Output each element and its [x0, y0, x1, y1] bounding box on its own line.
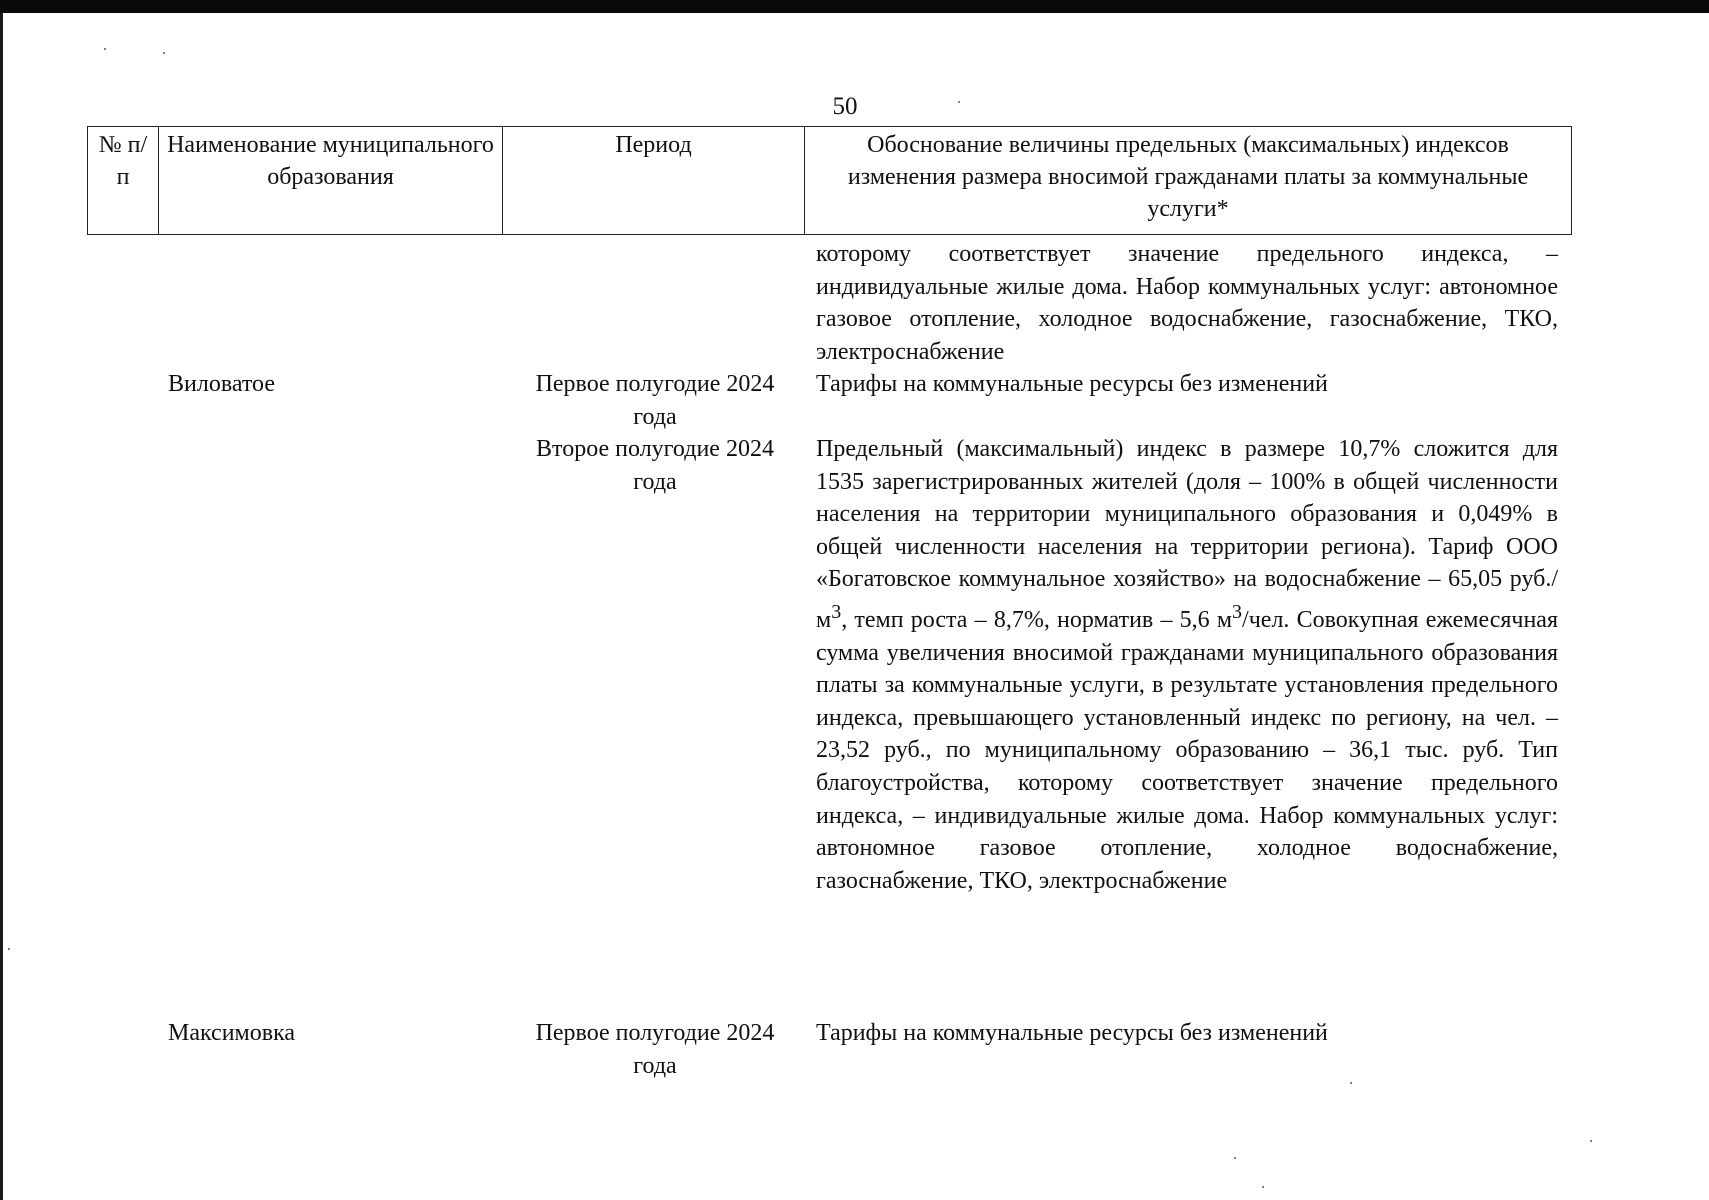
header-period: Период: [503, 127, 805, 235]
scan-speck: [1590, 1140, 1592, 1142]
justification-text: [816, 433, 1558, 897]
page-number: 50: [832, 93, 858, 120]
scan-top-border: [0, 0, 1709, 13]
scan-speck: [104, 48, 106, 50]
superscript: 3: [1232, 600, 1243, 623]
continued-justification-text: которому соответствует значение предельного индекса, – индивидуальные жилые дома. Набор коммунальных услуг: автономное газовое отопление, холодное водоснабжение, газоснабжение, ТКО, электроснабжение: [816, 241, 1558, 365]
justification-text: Тарифы на коммунальные ресурсы без изменений: [816, 371, 1328, 397]
header-number: № п/п: [88, 127, 159, 235]
scan-speck: [1262, 1186, 1264, 1188]
scan-speck: [8, 948, 10, 950]
table-header: [87, 126, 1572, 235]
scan-speck: [958, 101, 960, 103]
justification-text: Тарифы на коммунальные ресурсы без изменений: [816, 1020, 1328, 1046]
header-municipality: Наименование муниципального образования: [159, 127, 503, 235]
scan-speck: [163, 52, 165, 54]
scan-speck: [1350, 1082, 1352, 1084]
header-justification: Обоснование величины предельных (максимальных) индексов изменения размера вносимой гражданами платы за коммунальные услуги*: [805, 127, 1572, 235]
justification-text-part: /чел. Совокупная ежемесячная сумма увеличения вносимой гражданами муниципального образования платы за коммунальные услуги, в результате установления предельного индекса, превышающего установленный индекс по региону, на чел. – 23,52 руб., по муниципальному образованию – 36,1 тыс. руб. Тип благоустройства, которому соответствует значение предельного индекса, – индивидуальные жилые дома. Набор коммунальных услуг: автономное газовое отопление, холодное водоснабжение, газоснабжение, ТКО, электроснабжение: [816, 606, 1558, 894]
municipality-name: Виловатое: [168, 371, 275, 397]
justification-text-part: Предельный (максимальный) индекс в размере 10,7% сложится для 1535 зарегистрированных жителей (доля – 100% в общей численности населения на территории муниципального образования и 0,049% в общей численности населения на территории региона). Тариф ООО «Богатовское коммунальное хозяйство» на водоснабжение – 65,05 руб./м: [816, 436, 1558, 633]
period-label: Первое полугодие 2024 года: [535, 1020, 775, 1079]
superscript: 3: [831, 600, 842, 623]
municipality-name: Максимовка: [168, 1020, 296, 1046]
justification-text-part: , темп роста – 8,7%, норматив – 5,6 м: [841, 606, 1233, 633]
period-label: Первое полугодие 2024 года: [535, 371, 775, 430]
period-label: Второе полугодие 2024 года: [536, 436, 774, 495]
scan-left-edge: [0, 13, 3, 1200]
scan-speck: [1234, 1157, 1236, 1159]
continued-justification: [816, 238, 1558, 368]
